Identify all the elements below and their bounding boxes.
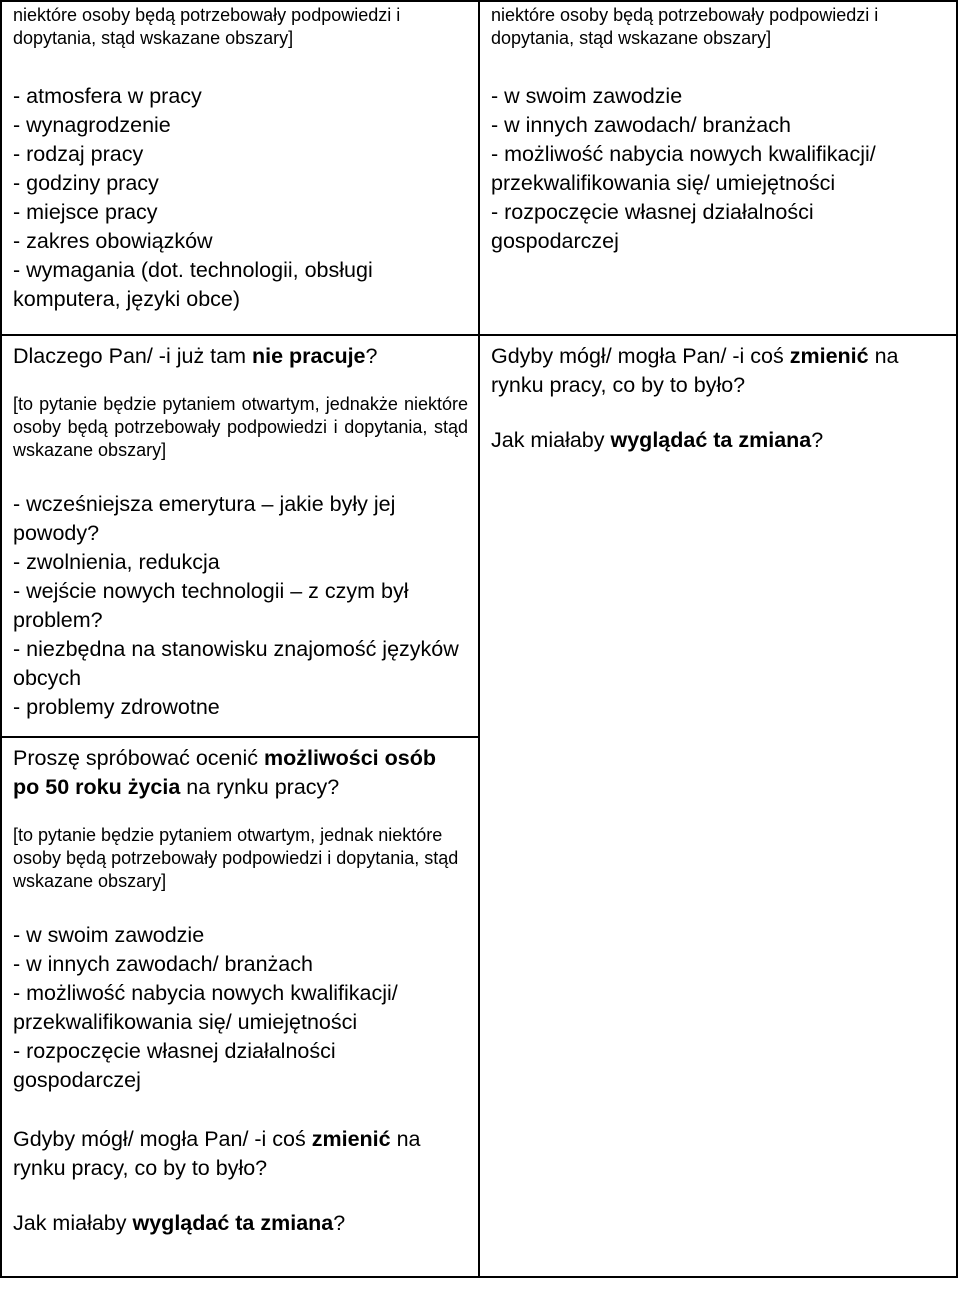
list-item: - wymagania (dot. technologii, obsługi komputera, języki obce) — [13, 258, 373, 311]
list-item: - wcześniejsza emerytura – jakie były jej powody? — [13, 492, 396, 545]
list-item: - zakres obowiązków — [13, 229, 213, 253]
question-change-look: Jak miałaby wyglądać ta zmiana? — [491, 428, 824, 452]
cell-left-bottom — [1, 737, 479, 1277]
list-item: - godziny pracy — [13, 171, 159, 195]
question-change-look: Jak miałaby wyglądać ta zmiana? — [13, 1211, 346, 1235]
work-aspects-list — [13, 82, 468, 314]
cell-right-top — [479, 1, 957, 335]
question-change: Gdyby mógł/ mogła Pan/ -i coś zmienić na rynku pracy, co by to było? — [13, 1127, 421, 1180]
list-item: - wejście nowych technologii – z czym był problem? — [13, 579, 409, 632]
list-item: - możliwość nabycia nowych kwalifikacji/ przekwalifikowania się/ umiejętności — [491, 142, 876, 195]
note-text: [to pytanie będzie pytaniem otwartym, jednak niektóre osoby będą potrzebowały podpowiedzi i dopytania, stąd wskazane obszary] — [13, 825, 459, 891]
list-item: - atmosfera w pracy — [13, 84, 202, 108]
list-item: - w innych zawodach/ branżach — [13, 952, 313, 976]
note-text: niektóre osoby będą potrzebowały podpowiedzi i dopytania, stąd wskazane obszary] — [13, 5, 401, 48]
career-options-list — [13, 921, 468, 1095]
question-assess: Proszę spróbować ocenić możliwości osób po 50 roku życia na rynku pracy? — [13, 746, 436, 799]
note-text: niektóre osoby będą potrzebowały podpowiedzi i dopytania, stąd wskazane obszary] — [491, 5, 879, 48]
list-item: - problemy zdrowotne — [13, 695, 220, 719]
list-item: - niezbędna na stanowisku znajomość języków obcych — [13, 637, 459, 690]
list-item: - wynagrodzenie — [13, 113, 171, 137]
question-why-left: Dlaczego Pan/ -i już tam nie pracuje? — [13, 344, 378, 368]
list-item: - rodzaj pracy — [13, 142, 144, 166]
list-item: - w innych zawodach/ branżach — [491, 113, 791, 137]
list-item: - możliwość nabycia nowych kwalifikacji/ przekwalifikowania się/ umiejętności — [13, 981, 398, 1034]
table-row — [1, 1, 957, 335]
list-item: - rozpoczęcie własnej działalności gospodarczej — [491, 200, 814, 253]
list-item: - w swoim zawodzie — [13, 923, 205, 947]
cell-left-top — [1, 1, 479, 335]
list-item: - miejsce pracy — [13, 200, 158, 224]
cell-right-middle — [479, 335, 957, 1277]
list-item: - zwolnienia, redukcja — [13, 550, 220, 574]
question-change: Gdyby mógł/ mogła Pan/ -i coś zmienić na rynku pracy, co by to było? — [491, 344, 899, 397]
leaving-reasons-list — [13, 490, 468, 722]
career-options-list — [491, 82, 946, 256]
list-item: - w swoim zawodzie — [491, 84, 683, 108]
list-item: - rozpoczęcie własnej działalności gospodarczej — [13, 1039, 336, 1092]
note-text: [to pytanie będzie pytaniem otwartym, jednakże niektóre osoby będą potrzebowały podpowiedzi i dopytania, stąd wskazane obszary] — [13, 394, 468, 460]
cell-left-middle — [1, 335, 479, 737]
